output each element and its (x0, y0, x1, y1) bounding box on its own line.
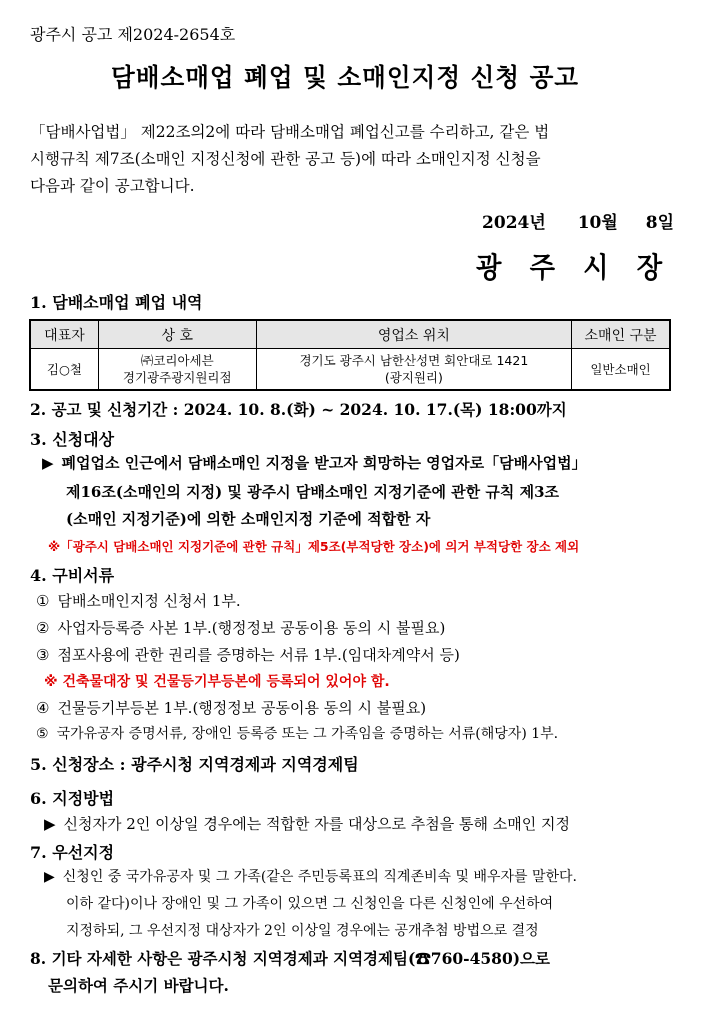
section8-line: 문의하여 주시기 바랍니다. (48, 976, 229, 995)
intro-line: 다음과 같이 공고합니다. (30, 177, 195, 195)
document-item: ② 사업자등록증 사본 1부.(행정정보 공동이용 동의 시 불필요) (36, 619, 446, 637)
business-name-line: 경기광주광지원리점 (122, 370, 232, 385)
item-number: ④ (36, 699, 50, 717)
document-item: ① 담배소매인지정 신청서 1부. (36, 592, 241, 610)
date-month: 10월 (577, 213, 618, 233)
section7-line: ▶ 신청인 중 국가유공자 및 그 가족(같은 주민등록표의 직계존비속 및 배우자를 말한다. (44, 869, 578, 885)
section1-heading: 1. 담배소매업 폐업 내역 (30, 293, 203, 312)
item-number: ① (36, 592, 50, 610)
intro-paragraph (30, 119, 676, 200)
item-number: ② (36, 619, 50, 637)
intro-line: 시행규칙 제7조(소매인 지정신청에 관한 공고 등)에 따라 소매인지정 신청을 (30, 150, 541, 168)
announcement-date (482, 208, 674, 233)
location-line: 경기도 광주시 남한산성면 회안대로 1421 (299, 353, 529, 368)
issuing-agency: 광주시장 (475, 251, 691, 284)
intro-line: 「담배사업법」 제22조의2에 따라 담배소매업 폐업신고를 수리하고, 같은 법 (30, 123, 550, 141)
col-header-location: 영업소 위치 (256, 321, 571, 349)
document-item: ⑤ 국가유공자 증명서류, 장애인 등록증 또는 그 가족임을 증명하는 서류(해당자) 1부. (36, 726, 559, 742)
section7-heading: 7. 우선지정 (30, 843, 115, 862)
section7-line: 이하 같다)이나 장애인 및 그 가족이 있으면 그 신청인을 다른 신청인에 우선하여 (66, 896, 554, 912)
section3-bullet-line: ▶ 폐업업소 인근에서 담배소매인 지정을 받고자 희망하는 영업자로「담배사업법」 (42, 454, 587, 472)
triangle-bullet-icon: ▶ (42, 454, 54, 472)
section2-heading: 2. 공고 및 신청기간 : 2024. 10. 8.(화) ~ 2024. 10. 17.(목) 18:00까지 (30, 400, 567, 419)
cell-business-name (98, 349, 256, 390)
section6-text: ▶ 신청자가 2인 이상일 경우에는 적합한 자를 대상으로 추첨을 통해 소매인 지정 (44, 815, 570, 833)
document-item: ③ 점포사용에 관한 권리를 증명하는 서류 1부.(임대차계약서 등) (36, 646, 460, 664)
section8-line: 8. 기타 자세한 사항은 광주시청 지역경제과 지역경제팀(☎760-4580)으로 (30, 949, 551, 968)
document-number: 광주시 공고 제2024-2654호 (30, 25, 236, 44)
triangle-bullet-icon: ▶ (44, 869, 55, 885)
section3-heading: 3. 신청대상 (30, 430, 115, 449)
table-row (31, 349, 670, 390)
table-header-row (31, 321, 670, 349)
col-header-business-name: 상 호 (98, 321, 256, 349)
triangle-bullet-icon: ▶ (44, 815, 56, 833)
date-day: 8일 (645, 213, 674, 233)
section6-heading: 6. 지정방법 (30, 789, 115, 808)
col-header-retailer-type: 소매인 구분 (572, 321, 670, 349)
section5-heading: 5. 신청장소 : 광주시청 지역경제과 지역경제팀 (30, 755, 359, 774)
item-number: ⑤ (36, 726, 49, 742)
document-item: ④ 건물등기부등본 1부.(행정정보 공동이용 동의 시 불필요) (36, 699, 427, 717)
col-header-representative: 대표자 (31, 321, 99, 349)
page-title: 담배소매업 폐업 및 소매인지정 신청 공고 (111, 63, 580, 92)
cell-representative: 김○철 (31, 349, 99, 390)
date-year: 2024년 (482, 213, 546, 233)
registration-note: ※ 건축물대장 및 건물등기부등본에 등록되어 있어야 함. (44, 674, 390, 690)
cell-location (256, 349, 571, 390)
closure-details-table (30, 320, 670, 390)
section3-bullet-line: 제16조(소매인의 지정) 및 광주시 담배소매인 지정기준에 관한 규칙 제3조 (66, 483, 560, 501)
business-name-line: ㈜코리아세븐 (140, 353, 214, 368)
item-number: ③ (36, 646, 50, 664)
section7-line: 지정하되, 그 우선지정 대상자가 2인 이상일 경우에는 공개추첨 방법으로 결정 (66, 923, 539, 939)
section3-bullet-line: (소매인 지정기준)에 의한 소매인지정 기준에 적합한 자 (66, 510, 431, 528)
cell-retailer-type: 일반소매인 (572, 349, 670, 390)
section3-exclusion-note: ※「광주시 담배소매인 지정기준에 관한 규칙」제5조(부적당한 장소)에 의거 부적당한 장소 제외 (48, 539, 580, 554)
location-line: (광지원리) (384, 370, 443, 385)
section4-heading: 4. 구비서류 (30, 566, 115, 585)
